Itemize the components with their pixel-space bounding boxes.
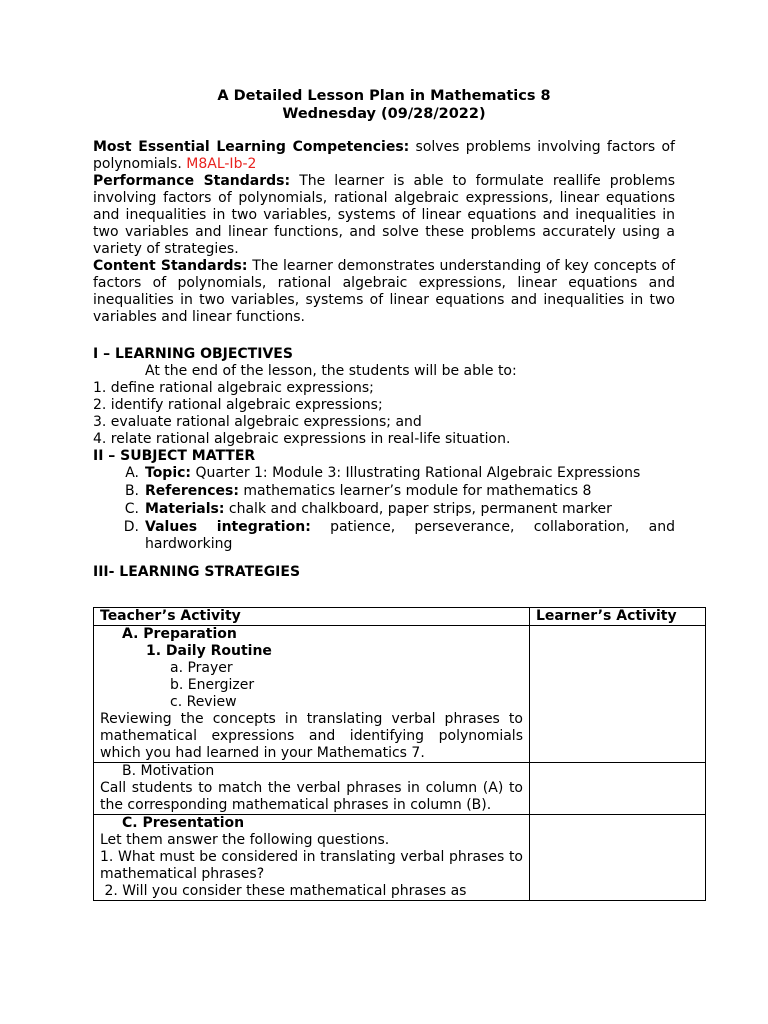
content-text: The learner demonstrates understanding of key concepts of factors of polynomials, rational algebraic expressions, linear equations and inequalities in two variables, systems of linear equations and inequalities in two variables and linear functions. <box>93 258 676 325</box>
objective-item: 2. identify rational algebraic expressions; <box>93 397 383 413</box>
presentation-heading: C. Presentation <box>122 815 245 831</box>
performance-paragraph <box>93 173 675 258</box>
objective-item: 1. define rational algebraic expressions; <box>93 380 374 396</box>
routine-item: b. Energizer <box>170 677 255 693</box>
motivation-heading: B. Motivation <box>122 763 215 779</box>
subject-item-references <box>93 483 675 500</box>
objectives-heading: I – LEARNING OBJECTIVES <box>93 346 293 362</box>
subject-text: patience, perseverance, collaboration, and hardworking <box>145 519 675 552</box>
review-text: Reviewing the concepts in translating verbal phrases to mathematical expressions and identifying polynomials which you had learned in your Mathematics 7. <box>100 711 523 761</box>
subject-letter: D. <box>123 519 139 535</box>
teacher-activity-header: Teacher’s Activity <box>94 608 530 626</box>
content-label: Content Standards: <box>93 258 248 274</box>
learner-activity-header: Learner’s Activity <box>530 608 706 626</box>
preparation-cell <box>94 626 530 763</box>
document-title: A Detailed Lesson Plan in Mathematics 8 <box>217 88 551 104</box>
subject-letter: B. <box>124 483 139 499</box>
learner-cell <box>530 763 706 815</box>
subject-text: chalk and chalkboard, paper strips, permanent marker <box>228 501 612 517</box>
question-item: 2. Will you consider these mathematical phrases as <box>100 883 467 899</box>
melc-label: Most Essential Learning Competencies: <box>93 139 410 155</box>
subject-letter: A. <box>125 465 139 481</box>
performance-label: Performance Standards: <box>93 173 291 189</box>
content-paragraph <box>93 258 675 326</box>
activity-table <box>93 607 706 901</box>
table-row <box>94 815 706 901</box>
motivation-text: Call students to match the verbal phrases in column (A) to the corresponding mathematical phrases in column (B). <box>100 780 523 813</box>
subject-label: Materials: <box>145 501 225 517</box>
presentation-cell <box>94 815 530 901</box>
subject-label: Values integration: <box>145 519 311 535</box>
daily-routine-heading: 1. Daily Routine <box>146 643 272 659</box>
objectives-intro: At the end of the lesson, the students will be able to: <box>145 363 517 379</box>
subject-text: mathematics learner’s module for mathematics 8 <box>243 483 592 499</box>
subject-text: Quarter 1: Module 3: Illustrating Rational Algebraic Expressions <box>195 465 641 481</box>
objective-item: 4. relate rational algebraic expressions in real-life situation. <box>93 431 511 447</box>
melc-code: M8AL-Ib-2 <box>186 156 257 172</box>
routine-item: c. Review <box>170 694 237 710</box>
presentation-intro: Let them answer the following questions. <box>100 832 390 848</box>
motivation-cell <box>94 763 530 815</box>
learner-cell <box>530 626 706 763</box>
learner-cell <box>530 815 706 901</box>
subject-label: References: <box>145 483 239 499</box>
document-date: Wednesday (09/28/2022) <box>282 106 486 122</box>
lesson-plan-document <box>93 87 675 581</box>
melc-paragraph <box>93 139 675 173</box>
subject-item-topic <box>93 465 675 482</box>
routine-item: a. Prayer <box>170 660 233 676</box>
preparation-heading: A. Preparation <box>122 626 237 642</box>
subject-label: Topic: <box>145 465 192 481</box>
objective-item: 3. evaluate rational algebraic expressions; and <box>93 414 422 430</box>
subject-heading: II – SUBJECT MATTER <box>93 448 256 464</box>
subject-item-values <box>93 519 675 553</box>
strategies-heading: III- LEARNING STRATEGIES <box>93 564 301 580</box>
question-item: 1. What must be considered in translating verbal phrases to mathematical phrases? <box>100 849 523 882</box>
table-row <box>94 626 706 763</box>
table-row <box>94 763 706 815</box>
performance-text: The learner is able to formulate reallife problems involving factors of polynomials, rational algebraic expressions, linear equations and inequalities in two variables, systems of linear equations and inequalities in two variables and linear functions, and solve these problems accurately using a variety of strategies. <box>93 173 676 257</box>
table-header-row <box>94 608 706 626</box>
subject-item-materials <box>93 501 675 518</box>
subject-letter: C. <box>124 501 139 517</box>
melc-text: solves problems involving factors of polynomials. <box>93 139 675 172</box>
